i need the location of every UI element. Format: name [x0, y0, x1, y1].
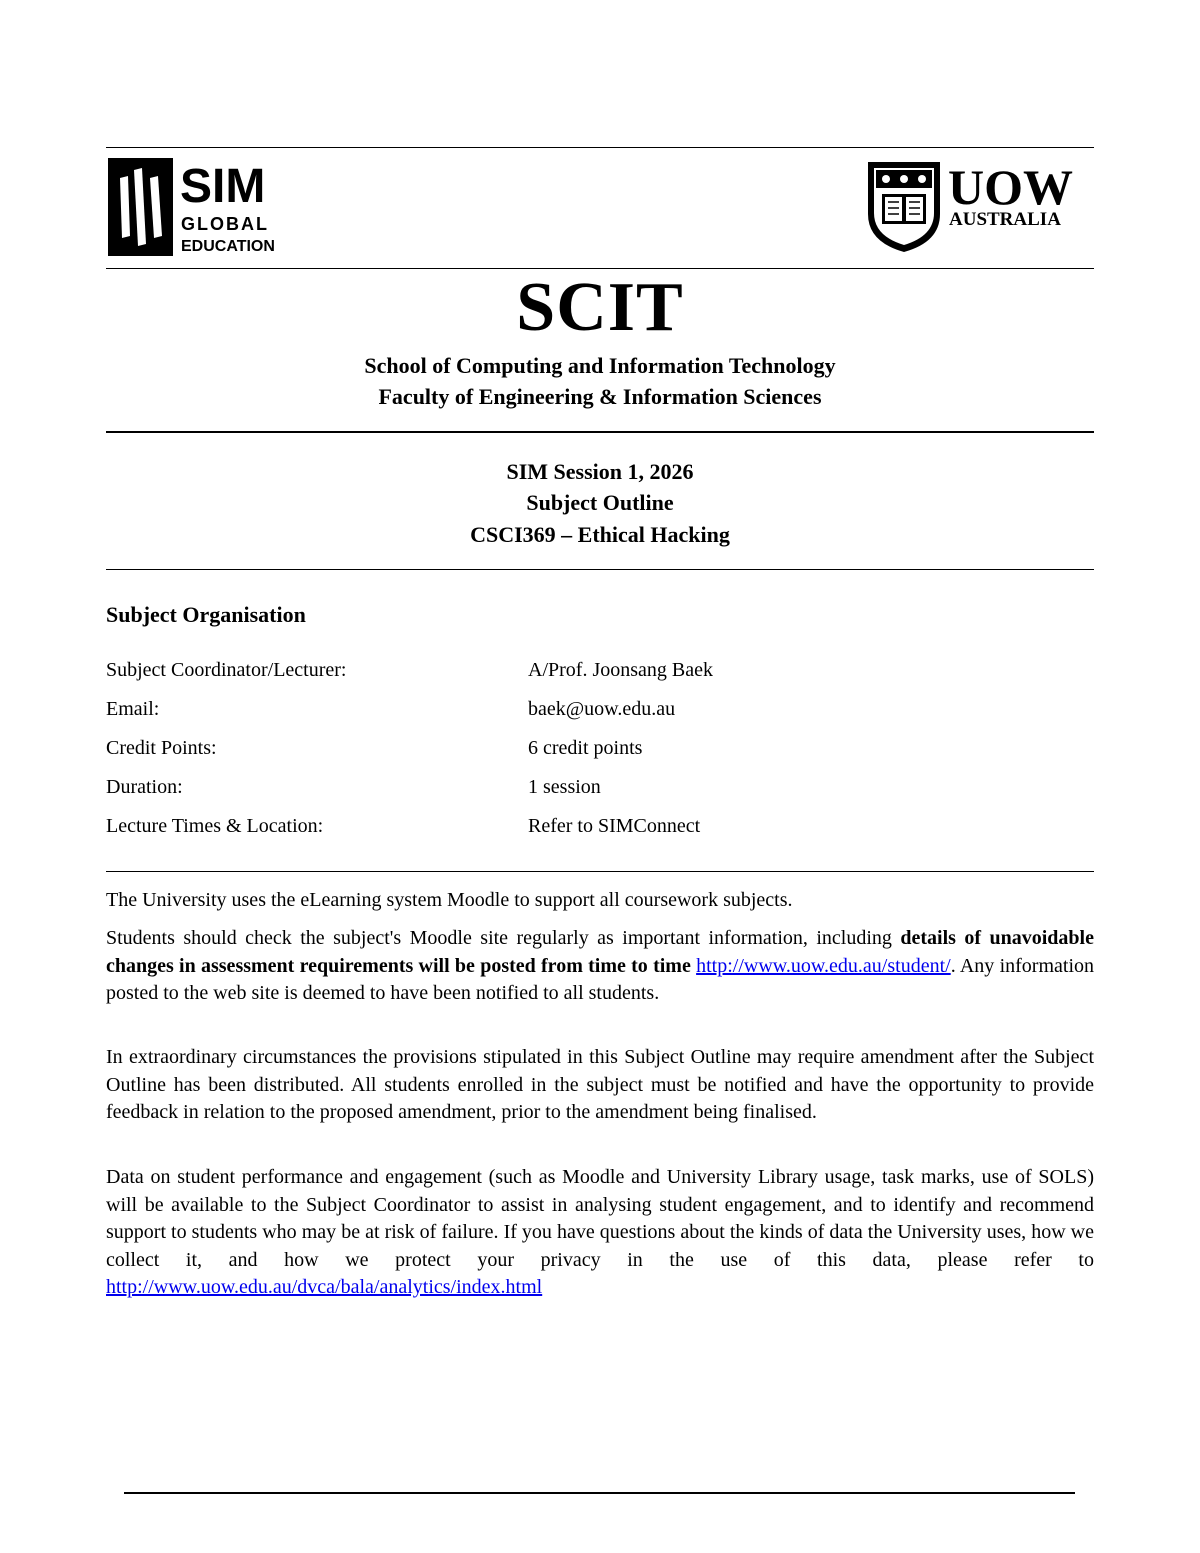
header-top-rule	[106, 147, 1094, 148]
sim-logo-line2: EDUCATION	[181, 238, 275, 255]
uow-logo-word: UOW	[948, 159, 1073, 215]
session-label: SIM Session 1, 2026	[506, 459, 694, 484]
notice-bold-text: details of unavoidable changes in assessment requirements will be posted from time to time	[106, 927, 1094, 977]
coordinator-email[interactable]: baek@uow.edu.au	[528, 698, 676, 720]
paragraph-amendment: In extraordinary circumstances the provisions stipulated in this Subject Outline may require amendment after the Subject Outline has been distributed. All students enrolled in the subject must be notified and have the opportunity to provide feedback in relation to the proposed amendment, prior to the amendment being finalised.	[106, 1046, 1094, 1123]
org-row-value: 1 session	[528, 776, 601, 798]
organisation-heading: Subject Organisation	[106, 602, 306, 627]
student-site-link[interactable]: http://www.uow.edu.au/student/	[696, 954, 951, 977]
scit-title: SCIT	[516, 269, 684, 346]
school-name: School of Computing and Information Technology	[364, 353, 836, 378]
paragraph-notice	[106, 925, 1094, 1008]
org-row-value: 6 credit points	[528, 737, 643, 759]
paragraph-moodle: The University uses the eLearning system Moodle to support all coursework subjects.	[106, 889, 793, 911]
sim-logo-mark-icon	[108, 158, 283, 256]
org-row-label: Subject Coordinator/Lecturer:	[106, 659, 347, 681]
title-bottom-rule	[106, 431, 1094, 433]
notice-text-end: . Any information posted to the web site is deemed to have been notified to all students.	[106, 954, 1094, 1004]
faculty-name: Faculty of Engineering & Information Sciences	[378, 384, 822, 409]
sim-logo-word: SIM	[180, 160, 266, 213]
org-row-label: Credit Points:	[106, 737, 217, 759]
uow-logo-sub: AUSTRALIA	[949, 209, 1061, 230]
uow-australia-logo	[862, 158, 1090, 254]
org-row-label: Duration:	[106, 776, 183, 798]
notice-text: Students should check the subject's Moodle site regularly as important information, including	[106, 927, 901, 949]
sim-logo-line1: GLOBAL	[181, 214, 269, 234]
sim-global-education-logo	[108, 158, 283, 256]
uow-crest-icon	[862, 158, 1090, 254]
privacy-text: Data on student performance and engagement (such as Moodle and University Library usage, task marks, use of SOLS) will be available to the Subject Coordinator to assist in analysing student engagement, and to identify and recommend support to students who may be at risk of failure. If you have questions about the kinds of data the University uses, how we collect it, and how we protect your privacy in the use of this data, please refer to	[106, 1166, 1094, 1271]
document-type: Subject Outline	[526, 490, 674, 515]
org-row-label: Email:	[106, 698, 160, 720]
analytics-link[interactable]: http://www.uow.edu.au/dvca/bala/analytics/index.html	[106, 1276, 543, 1298]
subject-bottom-rule	[106, 569, 1094, 570]
org-row-label: Lecture Times & Location:	[106, 815, 324, 837]
subject-code-name: CSCI369 – Ethical Hacking	[470, 522, 730, 547]
footer-rule	[124, 1492, 1075, 1494]
organisation-bottom-rule	[106, 871, 1094, 872]
org-row-value: A/Prof. Joonsang Baek	[528, 659, 713, 681]
org-row-value: Refer to SIMConnect	[528, 815, 701, 837]
paragraph-data-privacy	[106, 1164, 1094, 1302]
